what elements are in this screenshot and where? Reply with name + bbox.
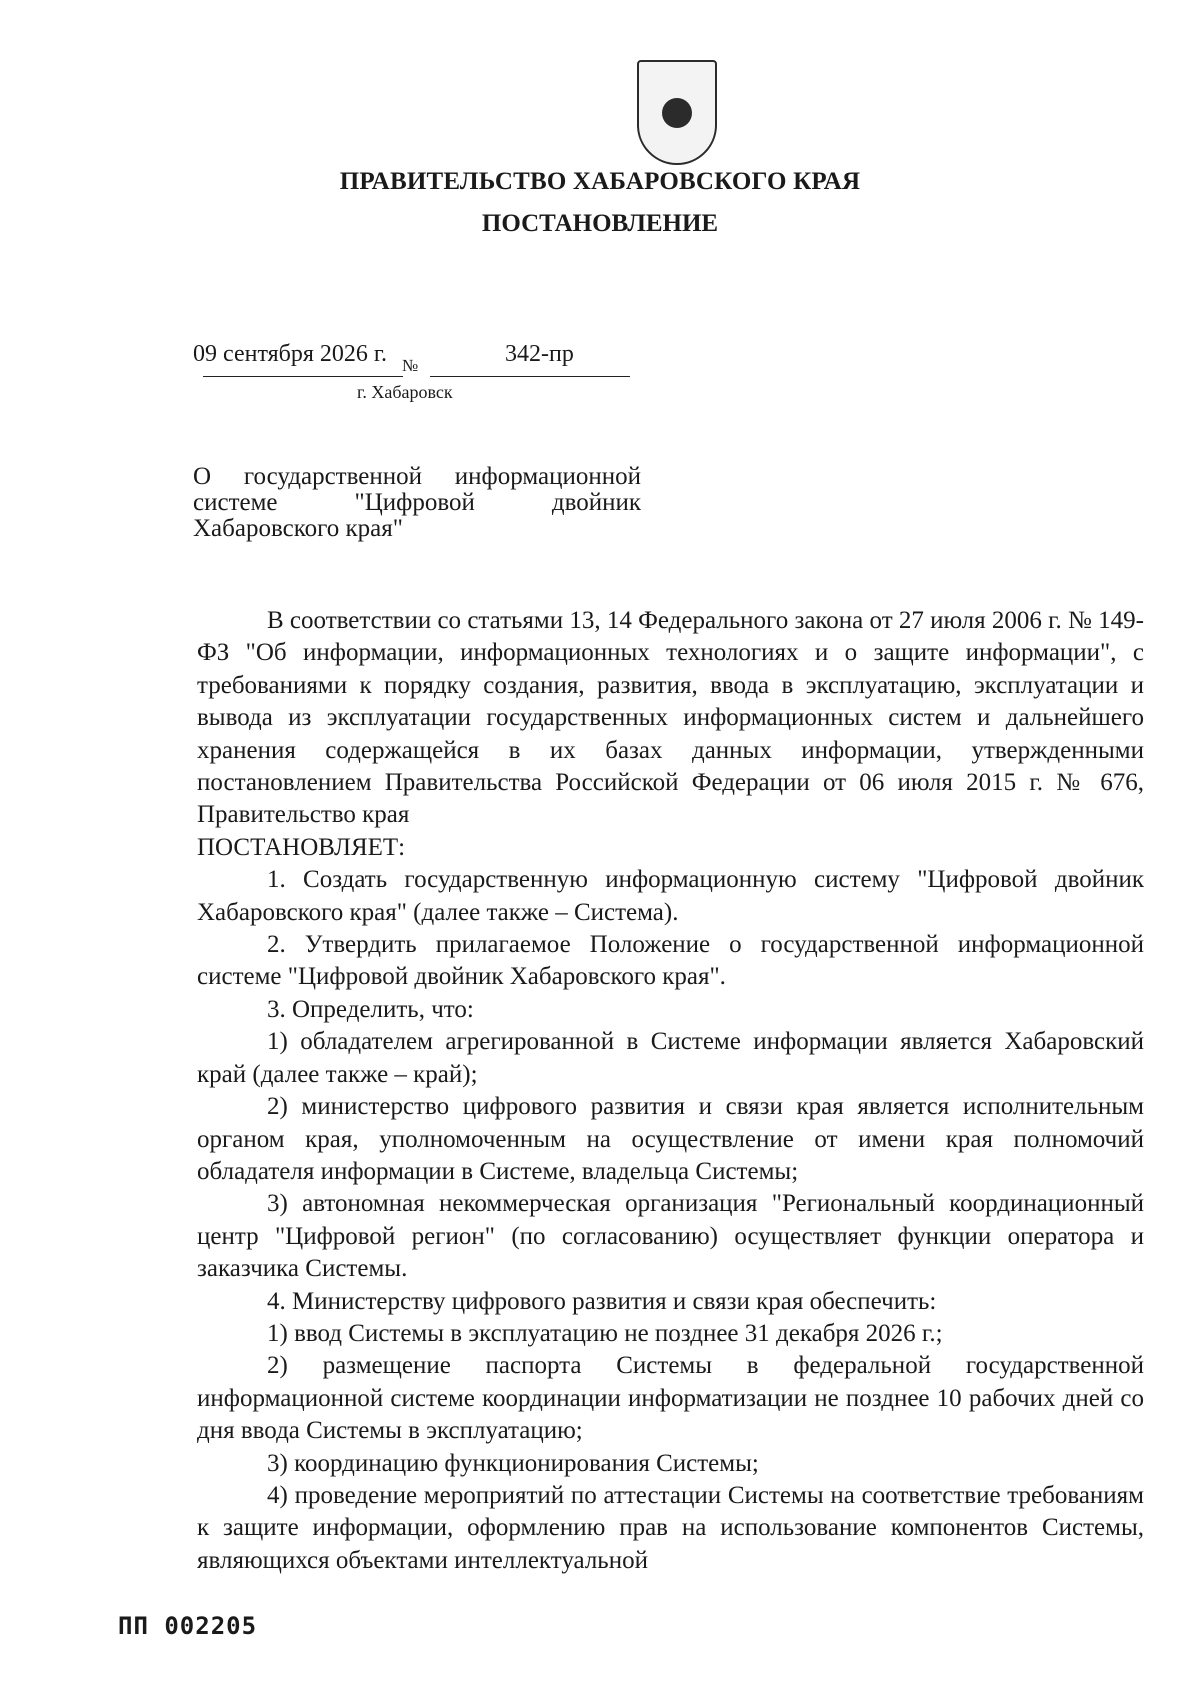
- resolves-word: ПОСТАНОВЛЯЕТ:: [197, 833, 406, 861]
- decree-body: [197, 605, 1144, 1577]
- item-4: 4. Министерству цифрового развития и связи края обеспечить:: [267, 1287, 937, 1315]
- item-3-sub-2: 2) министерство цифрового развития и связи края является исполнительным органом края, уполномоченным на осуществление от имени края полномочий обладателя информации в Системе, владельца Системы;: [197, 1093, 1144, 1185]
- decree-number: 342-пр: [505, 341, 574, 367]
- city: г. Хабаровск: [357, 382, 453, 402]
- item-3: 3. Определить, что:: [267, 995, 474, 1023]
- item-3-sub-1: 1) обладателем агрегированной в Системе информации является Хабаровский край (далее также – край);: [197, 1028, 1144, 1088]
- emblem-placeholder: [637, 60, 717, 165]
- item-3-sub-3: 3) автономная некоммерческая организация "Региональный координационный центр "Цифровой регион" (по согласованию) осуществляет функции оператора и заказчика Системы.: [197, 1190, 1144, 1283]
- preamble-paragraph: В соответствии со статьями 13, 14 Федерального закона от 27 июля 2006 г. № 149-ФЗ "Об информации, информационных технологиях и о защите информации", с требованиями к порядку создания, развития, ввода в эксплуатацию, эксплуатации и вывода из эксплуатации государственных информационных систем и дальнейшего хранения содержащейся в их базах данных информации, утвержденными постановлением Правительства Российской Федерации от 06 июля 2015 г. № 676, Правительство края: [197, 607, 1144, 829]
- item-1: 1. Создать государственную информационную систему "Цифровой двойник Хабаровского края" (далее также – Система).: [197, 866, 1144, 926]
- number-sign: №: [402, 356, 419, 375]
- item-4-sub-1: 1) ввод Системы в эксплуатацию не позднее 31 декабря 2026 г.;: [267, 1319, 943, 1347]
- item-4-sub-2: 2) размещение паспорта Системы в федеральной государственной информационной системе координации информатизации не позднее 10 рабочих дней со дня ввода Системы в эксплуатацию;: [197, 1352, 1144, 1445]
- item-4-sub-3: 3) координацию функционирования Системы;: [267, 1449, 759, 1477]
- emblem-mark: [662, 98, 692, 128]
- decree-subject: О государственной информационной системе "Цифровой двойник Хабаровского края": [193, 463, 641, 542]
- form-code: ПП 002205: [118, 1612, 258, 1640]
- org-title: ПРАВИТЕЛЬСТВО ХАБАРОВСКОГО КРАЯ: [339, 168, 861, 195]
- item-4-sub-4: 4) проведение мероприятий по аттестации Системы на соответствие требованиям к защите информации, оформлению прав на использование компонентов Системы, являющихся объектами интеллектуальной: [197, 1481, 1144, 1574]
- item-2: 2. Утвердить прилагаемое Положение о государственной информационной системе "Цифровой двойник Хабаровского края".: [197, 931, 1144, 991]
- date-underline: [203, 376, 403, 377]
- decree-date: 09 сентября 2026 г.: [193, 341, 388, 367]
- number-underline: [430, 376, 630, 377]
- doc-type: ПОСТАНОВЛЕНИЕ: [481, 210, 719, 237]
